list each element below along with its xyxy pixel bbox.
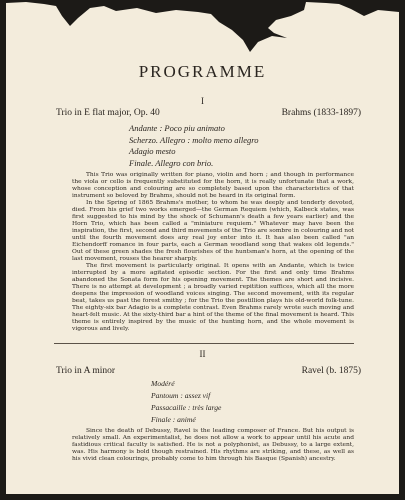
programme-page — [6, 0, 399, 494]
movement-list — [129, 123, 259, 169]
movement-item: Passacaille : très large — [151, 403, 222, 412]
movement-item: Scherzo. Allegro : molto meno allegro — [129, 134, 259, 145]
movement-item: Andante : Poco piu animato — [129, 123, 225, 133]
section-numeral: I — [201, 96, 204, 106]
movement-item: Finale : animé — [151, 415, 196, 424]
movement-item: Pantoum : assez vif — [151, 391, 211, 400]
movement-list — [151, 378, 221, 426]
piece-heading — [56, 366, 361, 376]
note-paragraph: Since the death of Debussy, Ravel is the leading composer of France. But his output is relatively small. An experimentalist, he does not allow a work to appear until his acute and fastidious critical faculty is satisfied. He is not a polyphonist, as Debussy, to a large extent, was. His harmony is bold though restrained. His rhythms are striking, and these, as well as his vivid clean colourings, probably come to him through his Basque (Spanish) ancestry. — [72, 428, 354, 462]
work-title: Trio in A minor — [56, 366, 116, 376]
composer-name: Ravel (b. 1875) — [301, 366, 361, 376]
movement-item: Finale. Allegro con brio. — [129, 157, 214, 168]
programme-notes — [72, 428, 354, 463]
note-paragraph: In the Spring of 1865 Brahms's mother, to whom he was deeply and tenderly devoted, died. From his grief two works emerged—the German Requiem (which, Kalbeck states, was first suggested to his mind by the shock of Schumann's death a few years earlier) and the Horn Trio, which has been called a "miniature requiem." Whatever may have been the inspiration, the first, second and third movements of the Trio are sombre in colouring and not until the fourth movement does any real joy enter into it. It has also been called "an Eichendorff romance in four parts, each a German woodland song that wakes old legends." Out of these green shades the fresh flourishes of the huntsman's horn, at the opening of the last movement, rouses the hearer sharply. — [72, 200, 354, 262]
movement-item: Adagio mesto — [129, 146, 176, 156]
note-paragraph: The first movement is particularly original. It opens with an Andante, which is twice interrupted by a more agitated episodic section. For the first and only time Brahms abandoned the Sonata form for his opening movement. The themes are short and incisive. There is no attempt at development ; a broadly varied repitition suffices, which all the more deepens the impression of woodland voices singing. The second movement, with its regular beat, takes us past the forest smithy ; for the Trio the postillion plays his old-world folk-tune. The eighty-six bar Adagio is a complete contrast. Even Brahms rarely wrote such moving and heart-felt music. At the sixty-third bar a hint of the theme of the final movement is heard. This theme is entirely inspired by the music of the hunting horn, and the whole movement is vigorous and lively. — [72, 263, 354, 332]
section-divider — [54, 343, 354, 344]
torn-page-edge — [6, 0, 399, 60]
movement-item: Modéré — [151, 379, 175, 388]
programme-notes — [72, 172, 354, 333]
composer-name: Brahms (1833-1897) — [281, 108, 361, 118]
work-title: Trio in E flat major, Op. 40 — [56, 108, 160, 118]
page-title: PROGRAMME — [138, 62, 267, 81]
note-paragraph: This Trio was originally written for piano, violin and horn ; and though in performance the viola or cello is frequently substituted for the horn, it is really unfortunate that a work, whose conception and colouring are so completely based upon the characteristics of that instrument so beloved by Brahms, should not be heard in its original form. — [72, 172, 354, 199]
piece-heading — [56, 108, 361, 118]
section-numeral: II — [199, 349, 206, 359]
